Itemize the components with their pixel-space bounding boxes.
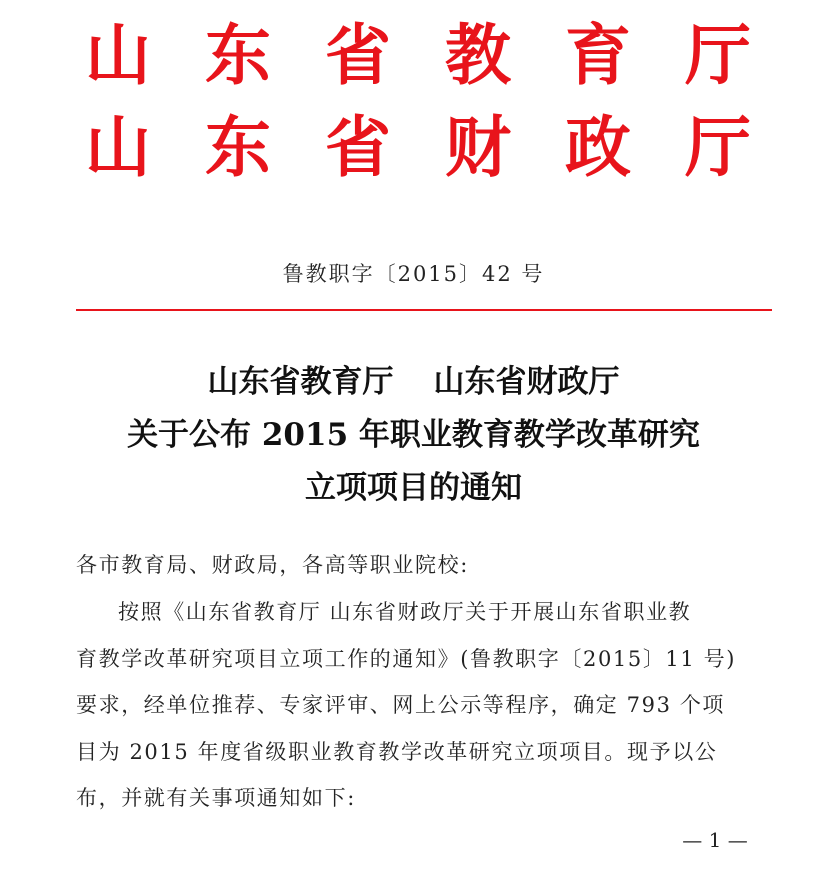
- issuer-char: 省: [325, 109, 391, 186]
- issuer-char: 财: [445, 109, 511, 186]
- title-line-1: [0, 362, 827, 402]
- issuer-char: 厅: [685, 109, 751, 186]
- title-line-2: 关于公布 2015 年职业教育教学改革研究: [127, 417, 700, 453]
- issuer-char: 厅: [685, 17, 751, 94]
- issuer-char: 政: [565, 109, 631, 186]
- title-issuer-a: 山东省教育厅: [207, 364, 394, 400]
- body-line-2: 育教学改革研究项目立项工作的通知》(鲁教职字〔2015〕11 号): [76, 647, 737, 671]
- body-line-3: 要求，经单位推荐、专家评审、网上公示等程序，确定 793 个项: [76, 693, 726, 717]
- document-number: 鲁教职字〔2015〕42 号: [282, 262, 545, 286]
- issuer-char: 山: [85, 17, 151, 94]
- issuer-char: 教: [445, 17, 511, 94]
- issuer-char: 东: [205, 109, 271, 186]
- issuer-education-department: [78, 16, 758, 96]
- issuer-char: 东: [205, 17, 271, 94]
- body-line-5: 布，并就有关事项通知如下:: [76, 786, 356, 810]
- page-number: — 1 —: [682, 828, 748, 852]
- header-divider: [76, 309, 772, 311]
- body-line-4: 目为 2015 年度省级职业教育教学改革研究立项项目。现予以公: [76, 740, 718, 764]
- salutation: 各市教育局、财政局，各高等职业院校:: [76, 553, 469, 577]
- title-line-3: 立项项目的通知: [305, 470, 522, 506]
- issuer-char: 山: [85, 109, 151, 186]
- issuer-finance-department: [78, 108, 758, 188]
- issuer-char: 育: [565, 17, 631, 94]
- body-line-1: 按照《山东省教育厅 山东省财政厅关于开展山东省职业教: [118, 600, 692, 624]
- issuer-char: 省: [325, 17, 391, 94]
- title-issuer-b: 山东省财政厅: [433, 364, 620, 400]
